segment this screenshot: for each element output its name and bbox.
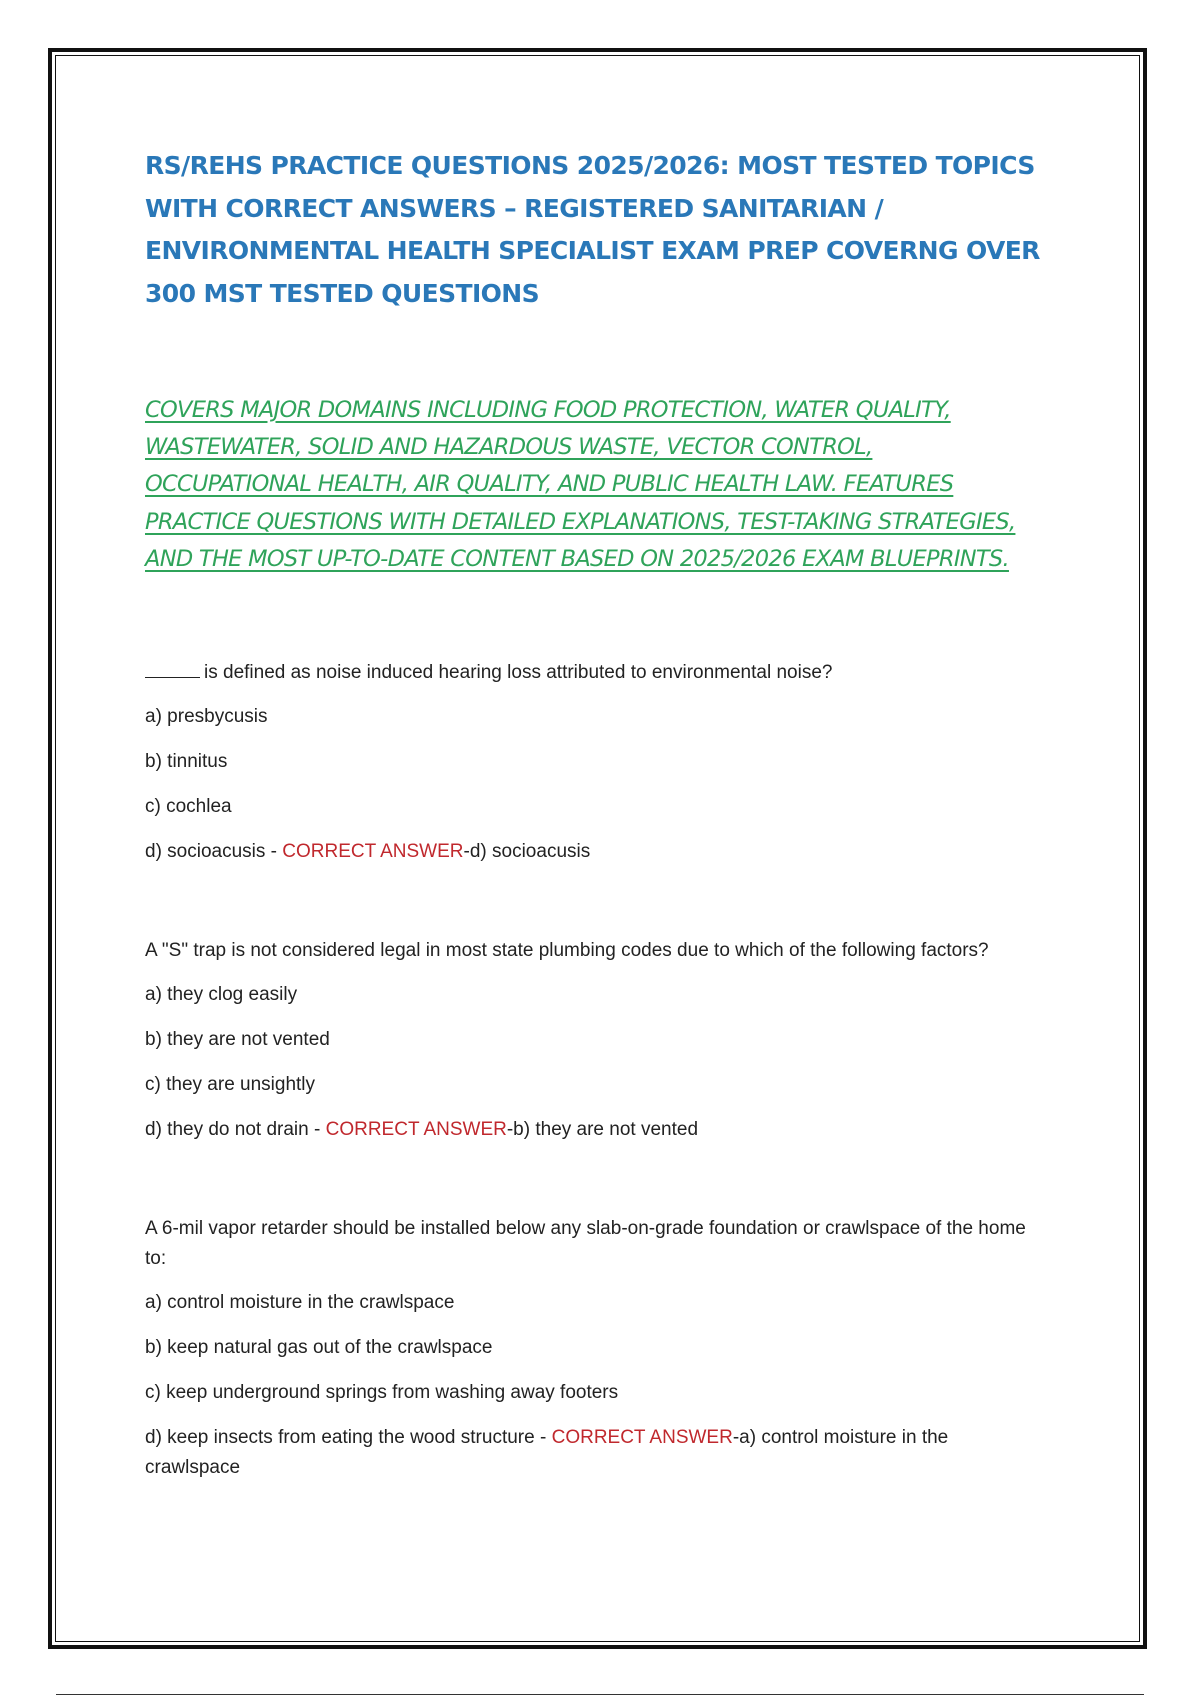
question-item: [145, 936, 1045, 1145]
answer-option: c) cochlea: [145, 796, 232, 818]
answer-option-text: d) socioacusis -: [145, 841, 283, 863]
question-item: [145, 657, 1045, 867]
document-body: [145, 145, 1045, 1483]
answer-option: a) presbycusis: [145, 706, 268, 728]
correct-answer-label: CORRECT ANSWER: [325, 1119, 507, 1141]
answer-option-with-key: [145, 1115, 1045, 1145]
question-stem: is defined as noise induced hearing loss attributed to environmental noise?: [204, 662, 833, 684]
correct-answer-value: -d) socioacusis: [463, 841, 591, 863]
correct-answer-value: -a) control moisture in the crawlspace: [145, 1427, 949, 1479]
answer-option: b) keep natural gas out of the crawlspace: [145, 1337, 493, 1359]
answer-option: a) they clog easily: [145, 984, 298, 1006]
correct-answer-label: CORRECT ANSWER: [282, 841, 464, 863]
question-list: [145, 657, 1045, 1483]
answer-option-with-key: [145, 837, 1045, 867]
answer-option: c) they are unsightly: [145, 1074, 316, 1096]
answer-option: c) keep underground springs from washing away footers: [145, 1382, 619, 1404]
answer-option-with-key: [145, 1423, 1045, 1483]
answer-blank: [145, 657, 200, 678]
correct-answer-label: CORRECT ANSWER: [551, 1427, 733, 1449]
answer-option-text: d) keep insects from eating the wood structure -: [145, 1427, 552, 1449]
question-text: A 6-mil vapor retarder should be installed below any slab-on-grade foundation or crawlspace of the home to:: [145, 1218, 1026, 1270]
document-title: RS/REHS PRACTICE QUESTIONS 2025/2026: MOST TESTED TOPICS WITH CORRECT ANSWERS – REGISTERED SANITARIAN / ENVIRONMENTAL HEALTH SPECIALIST EXAM PREP COVERNG OVER 300 MST TESTED QUESTIONS: [145, 151, 1040, 308]
document-subtitle: COVERS MAJOR DOMAINS INCLUDING FOOD PROTECTION, WATER QUALITY, WASTEWATER, SOLID AND HAZARDOUS WASTE, VECTOR CONTROL, OCCUPATIONAL HEALTH, AIR QUALITY, AND PUBLIC HEALTH LAW. FEATURES PRACTICE QUESTIONS WITH DETAILED EXPLANATIONS, TEST-TAKING STRATEGIES, AND THE MOST UP-TO-DATE CONTENT BASED ON 2025/2026 EXAM BLUEPRINTS.: [145, 397, 1016, 572]
answer-option-text: d) they do not drain -: [145, 1119, 326, 1141]
answer-option: b) tinnitus: [145, 751, 228, 773]
correct-answer-value: -b) they are not vented: [506, 1119, 699, 1141]
question-text: A "S" trap is not considered legal in most state plumbing codes due to which of the following factors?: [145, 940, 989, 962]
question-item: [145, 1214, 1045, 1483]
answer-option: b) they are not vented: [145, 1029, 330, 1051]
question-text: [145, 657, 1045, 688]
page-bottom-divider: [56, 1694, 1144, 1695]
answer-option: a) control moisture in the crawlspace: [145, 1292, 455, 1314]
